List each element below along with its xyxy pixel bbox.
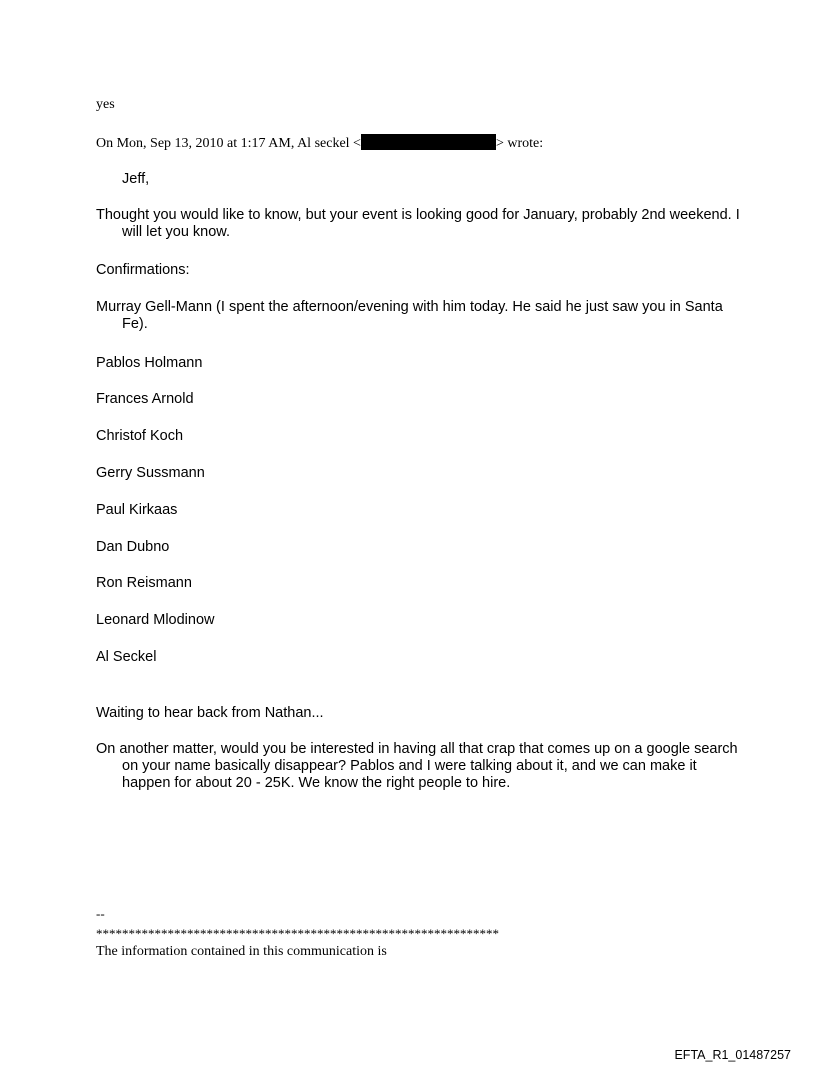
confirmation-item: Al Seckel	[96, 649, 157, 665]
quote-header-prefix: On Mon, Sep 13, 2010 at 1:17 AM, Al seckel <	[96, 136, 361, 151]
disclaimer-text: The information contained in this communication is	[96, 944, 387, 959]
confirmations-heading: Confirmations:	[96, 262, 190, 278]
greeting: Jeff,	[122, 171, 150, 187]
quote-header-suffix: > wrote:	[495, 136, 544, 151]
quote-header	[96, 134, 543, 152]
confirmation-item: Gerry Sussmann	[96, 465, 205, 481]
reply-text: yes	[96, 97, 115, 112]
confirmation-item: Ron Reismann	[96, 575, 192, 591]
redaction-block	[361, 134, 496, 150]
confirmation-item: Dan Dubno	[96, 539, 170, 555]
confirmation-item: Frances Arnold	[96, 391, 194, 407]
signature-dashes: --	[96, 906, 105, 921]
confirmation-item: Christof Koch	[96, 428, 184, 444]
document-id: EFTA_R1_01487257	[674, 1048, 791, 1062]
confirmation-item: Murray Gell-Mann (I spent the afternoon/evening with him today. He said he just saw you in Santa Fe).	[96, 299, 723, 332]
signature-separator: **************************************************************	[96, 926, 499, 941]
confirmation-item: Paul Kirkaas	[96, 502, 178, 518]
paragraph-event: Thought you would like to know, but your event is looking good for January, probably 2nd weekend. I will let you know.	[96, 207, 740, 240]
paragraph-matter: On another matter, would you be interested in having all that crap that comes up on a google search on your name basically disappear? Pablos and I were talking about it, and we can make it happen for about 20 - 25K. We know the right people to hire.	[96, 741, 738, 791]
confirmation-item: Leonard Mlodinow	[96, 612, 215, 628]
confirmation-item: Pablos Holmann	[96, 355, 203, 371]
waiting-text: Waiting to hear back from Nathan...	[96, 705, 324, 721]
